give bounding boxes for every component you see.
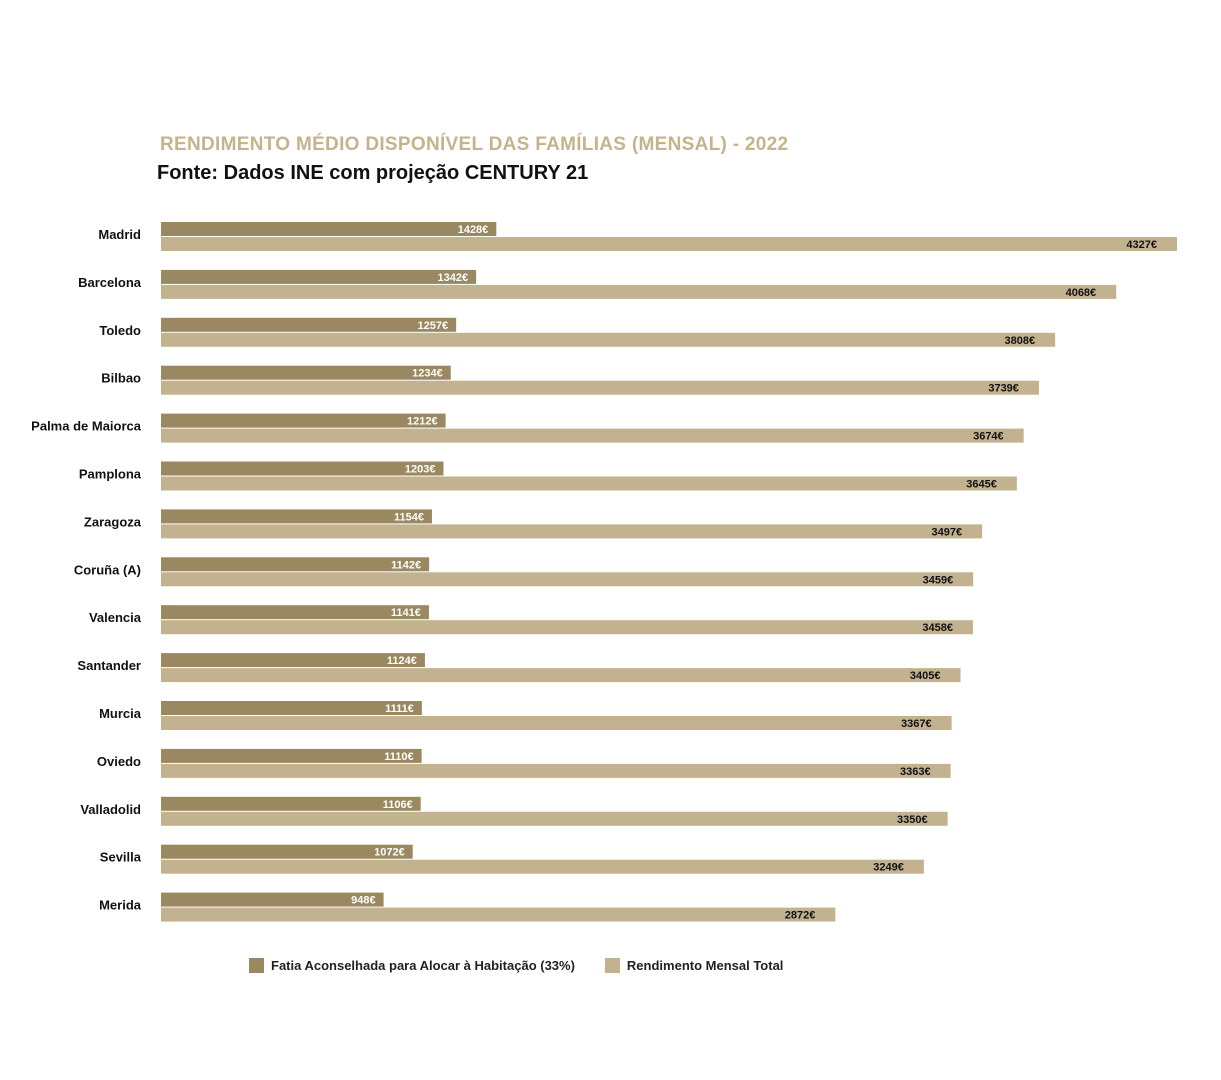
data-label-total: 3645€	[966, 478, 997, 491]
bar-allocation	[161, 701, 422, 715]
data-label-total: 3497€	[931, 526, 963, 539]
bar-allocation	[161, 653, 425, 667]
category-label: Barcelona	[78, 274, 141, 290]
data-label-total: 3459€	[922, 574, 954, 587]
category-label: Sevilla	[99, 849, 141, 865]
data-label-allocation: 1234€	[412, 367, 443, 380]
bar-total	[161, 716, 952, 730]
data-label-total: 2872€	[784, 909, 816, 922]
data-label-allocation: 1072€	[374, 846, 405, 859]
data-label-total: 3458€	[922, 622, 953, 635]
data-label-total: 3405€	[909, 670, 941, 683]
category-label: Madrid	[98, 227, 141, 242]
bar-total	[161, 668, 961, 682]
legend-label-allocation: Fatia Aconselhada para Alocar à Habitação (33%)	[271, 958, 575, 973]
data-label-allocation: 1142€	[391, 559, 422, 572]
category-label: Merida	[99, 897, 141, 913]
legend-swatch-allocation	[249, 958, 264, 973]
bar-total	[161, 333, 1055, 347]
data-label-allocation: 1154€	[393, 511, 424, 524]
data-label-allocation: 1141€	[390, 607, 421, 620]
chart-subtitle: Fonte: Dados INE com projeção CENTURY 21	[157, 162, 589, 184]
category-label: Zaragoza	[83, 514, 141, 530]
bar-total	[161, 237, 1177, 251]
bar-allocation	[161, 749, 422, 763]
bar-allocation	[161, 318, 456, 332]
bar-total	[161, 285, 1116, 299]
bar-allocation	[161, 270, 476, 284]
data-label-total: 3674€	[973, 430, 1004, 443]
bar-total	[161, 812, 948, 826]
data-label-total: 3363€	[900, 765, 931, 778]
bar-total	[161, 381, 1039, 395]
category-label: Palma de Maiorca	[31, 418, 141, 434]
data-label-total: 3808€	[1004, 334, 1036, 347]
data-label-allocation: 1106€	[382, 798, 413, 811]
bar-allocation	[161, 557, 429, 571]
data-label-allocation: 948€	[351, 894, 376, 907]
data-label-allocation: 1124€	[386, 655, 417, 668]
data-label-allocation: 1110€	[384, 750, 414, 763]
data-label-total: 3367€	[900, 718, 932, 730]
category-label: Valencia	[88, 610, 141, 626]
category-label: Oviedo	[96, 753, 141, 769]
bar-total	[161, 524, 982, 538]
data-label-total: 3739€	[988, 382, 1019, 395]
data-label-allocation: 1428€	[457, 224, 489, 236]
data-label-allocation: 1203€	[404, 463, 436, 476]
bar-allocation	[161, 605, 429, 619]
legend-item-total	[605, 958, 784, 973]
bar-total	[161, 572, 973, 586]
bar-allocation	[161, 462, 443, 476]
data-label-total: 4068€	[1065, 286, 1097, 299]
data-label-allocation: 1257€	[417, 319, 449, 332]
bar-allocation	[161, 222, 496, 236]
category-label: Valladolid	[80, 801, 141, 817]
bar-allocation	[161, 366, 451, 380]
bar-total	[161, 908, 835, 922]
data-label-allocation: 1212€	[406, 415, 438, 428]
bar-total	[161, 860, 924, 874]
category-label: Bilbao	[101, 370, 141, 386]
category-label: Toledo	[99, 322, 141, 338]
category-label: Pamplona	[78, 466, 141, 482]
data-label-total: 3350€	[897, 813, 928, 826]
bar-total	[161, 620, 973, 634]
data-label-total: 4327€	[1126, 239, 1157, 251]
category-label: Santander	[77, 658, 141, 674]
chart-title: RENDIMENTO MÉDIO DISPONÍVEL DAS FAMÍLIAS (MENSAL) - 2022	[160, 134, 789, 155]
legend-label-total: Rendimento Mensal Total	[626, 958, 784, 973]
category-label: Coruña (A)	[73, 562, 141, 578]
data-label-total: 3249€	[873, 861, 904, 874]
data-label-allocation: 1111€	[385, 703, 414, 715]
category-label: Murcia	[99, 706, 141, 721]
bar-total	[161, 764, 951, 778]
data-label-allocation: 1342€	[437, 271, 469, 284]
legend	[249, 958, 813, 973]
bar-total	[161, 429, 1024, 443]
bar-allocation	[161, 509, 432, 523]
legend-item-allocation	[249, 958, 575, 973]
bar-allocation	[161, 414, 446, 428]
bar-total	[161, 477, 1017, 491]
legend-swatch-total	[605, 958, 620, 973]
